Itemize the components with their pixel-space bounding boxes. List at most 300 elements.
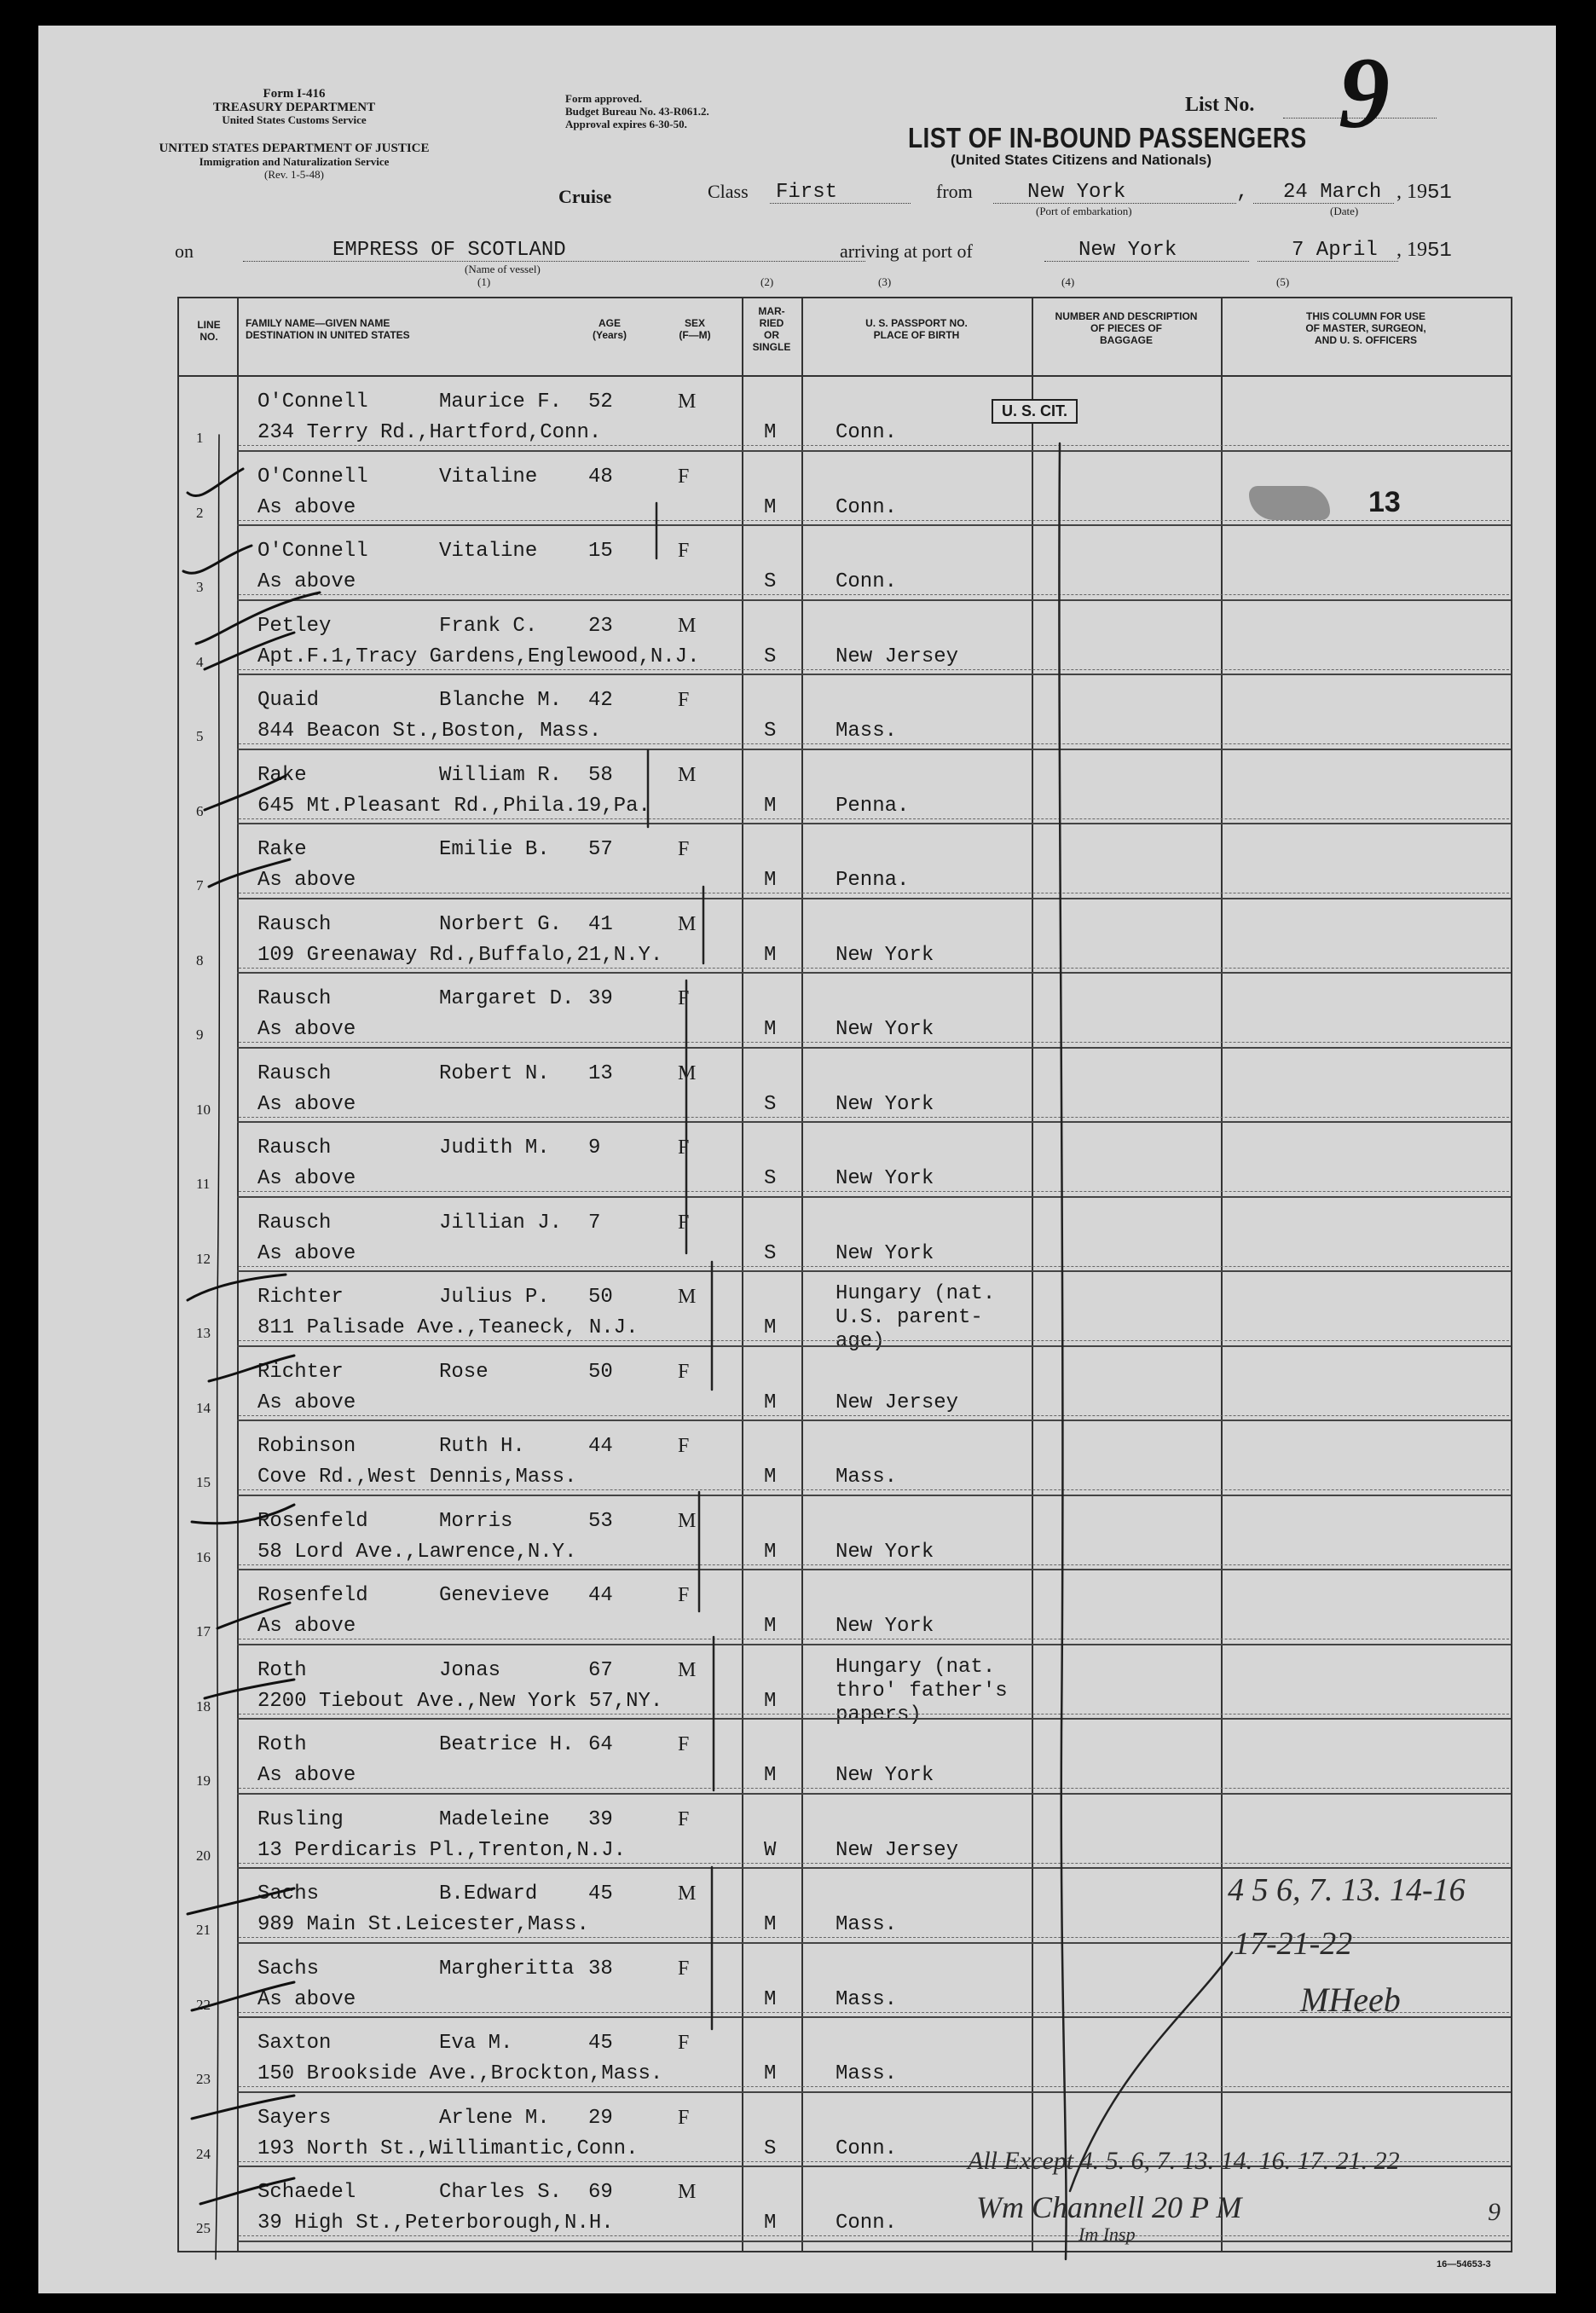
destination: 13 Perdicaris Pl.,Trenton,N.J. [257,1838,627,1862]
marital-status: M [764,1466,777,1489]
table-row [179,824,1511,899]
year1-prefix: 19 [1407,181,1427,203]
destination: As above [257,1987,356,2011]
given-name: Emilie B. [439,838,550,861]
line-number: 6 [196,802,204,819]
line-number: 10 [196,1101,211,1118]
table-row [179,1720,1511,1795]
sex: M [678,614,697,637]
place-of-birth: Mass. [836,1466,898,1489]
row-guide-line [239,1714,1509,1715]
given-name: Jillian J. [439,1211,563,1235]
destination: As above [257,1764,356,1787]
marital-status: M [764,495,777,519]
age: 29 [588,2106,613,2130]
age: 38 [588,1957,613,1981]
line-number: 17 [196,1623,211,1639]
place-of-birth: New York [836,1167,934,1190]
surname: Rausch [257,987,332,1010]
line-number: 13 [196,1325,211,1341]
form-revision: (Rev. 1-5-48) [264,168,324,181]
manifest-page: Form I-416 TREASURY DEPARTMENT United States Customs Service UNITED STATES DEPARTMENT OF JUSTICE Immigration and Naturalization Service (Rev. 1-5-48) Form approved. Budget Bureau No. 43-R061.2. Approval expires 6-30-50. List No. 9 LIST OF IN-BOUND PASSENGERS (United States Citizens and Nationals) Cruise Class First from New York (Port of embarkation) , 24 March (Date) , 1951 on EMPRESS OF SCOTLAND (Name of vessel) (1) arriving at port of New York 7 April , 1951 (2) (3) (4) (5) LINE NO. FAMILY NAME—GIVEN NAME DESTINATION IN UNITED STATES AGE (Years) SEX (F—M) MAR- RIED OR SINGLE U. S. PASSPORT NO. PLACE OF BIRTH NUMBER AND DESCRIPTION OF PIECES OF BAGGAGE THIS COLUMN FOR USE OF MASTER, SURGEON, AND U. S. OFFICERS 1 O'Connell Maurice F. 52 M 234 Terry Rd.,Hartford,Conn. M Conn. 2 O'Connell Vitaline 48 F As above M Conn. 3 O'Connell Vitaline 15 F As above S Conn. 4 Petley Frank C. 23 M Apt.F.1,Tracy Gardens,Englewood,N.J. S New Jersey 5 Quaid Blanche M. 42 F 844 Beacon St.,Boston, Mass. S Mass. 6 Rake William R. 58 M 645 Mt.Pleasant Rd.,Phila.19,Pa. M Penna. 7 Rake Emilie B. 57 F As above M Penna. 8 Rausch Norbert G. 41 M 109 Greenaway Rd.,Buffalo,21,N.Y. M New York 9 Rausch Margaret D. 39 F As above M New York 10 Rausch Robert N. 13 M As above S New York 11 Rausch Judith M. 9 F As above S New York 12 Rausch Jillian J. 7 F As above S New York 13 Richter Julius P. 50 M 811 Palisade Ave.,Teaneck, N.J. M Hungary (nat. U.S. parent- age) 14 Richter Rose 50 F As above M New Jersey 15 Robinson Ruth H. 44 F Cove Rd.,West Dennis,Mass. M Mass. 16 Rosenfeld Morris 53 M 58 Lord Ave.,Lawrence,N.Y. M New York 17 Rosenfeld Genevieve 44 F As above M New York 18 Roth Jonas 67 M 2200 Tiebout Ave.,New York 57,NY. M Hungary (nat. thro' father's papers) 19 Roth Beatrice H. 64 F As above M New York 20 Rusling Madeleine 39 F 13 Perdicaris Pl.,Trenton,N.J. W New Jersey 21 Sachs B.Edward 45 M 989 Main St.Leicester,Mass. M Mass. 22 Sachs Margheritta 38 F As above M Mass. 23 Saxton Eva M. 45 F 150 Brookside Ave.,Brockton,Mass. M Mass. 24 Sayers Arlene M. 29 F 193 North St.,Willimantic,Conn. S Conn. 25 Schaedel Charles S. 69 M 39 High St.,Peterborough,N.H. M Conn. U. S. CIT. 13 4 5 6, 7. 13. 14-16 17-21-22 MHeeb All Except 4. 5. 6, 7. 13. 14. 16. 17. 21. 22 Wm Channell 20 P M Im Insp 9 16—54653-3 [38,26,1556,2293]
marital-status: S [764,2137,777,2160]
destination: 844 Beacon St.,Boston, Mass. [257,720,602,743]
smudge-mark [1249,486,1330,520]
mark-13: 13 [1368,486,1401,518]
surname: Sachs [257,1957,320,1981]
place-of-birth: New York [836,1092,934,1116]
marital-status: M [764,1913,777,1936]
sex: M [678,1658,697,1681]
col-num-2: (2) [760,275,774,288]
surname: Saxton [257,2032,332,2055]
age: 58 [588,763,613,787]
row-guide-line [239,1191,1509,1192]
sex: M [678,390,697,413]
date-label: (Date) [1330,205,1359,217]
surname: Sayers [257,2106,332,2130]
departure-date: 24 March [1283,181,1382,204]
surname: Rosenfeld [257,1584,368,1607]
age: 44 [588,1584,613,1607]
place-of-birth-line2: thro' father's [836,1679,1008,1703]
arrival-date-line [1258,261,1398,262]
age: 52 [588,390,613,413]
given-name: Morris [439,1509,513,1533]
marital-status: M [764,2062,777,2085]
place-of-birth: Conn. [836,570,898,593]
from-line [993,203,1236,204]
destination: As above [257,1092,356,1116]
age: 53 [588,1509,613,1533]
given-name: Julius P. [439,1286,550,1309]
line-number: 9 [196,1026,204,1043]
given-name: Blanche M. [439,689,563,712]
place-of-birth: Hungary (nat. [836,1282,996,1305]
sex: M [678,1509,697,1532]
given-name: B.Edward [439,1882,538,1905]
given-name: Vitaline [439,465,538,489]
surname: Rausch [257,1211,332,1235]
sex: F [678,838,690,860]
col-num-5: (5) [1276,275,1290,288]
destination: As above [257,1167,356,1190]
surname: O'Connell [257,465,368,489]
justice-dept: UNITED STATES DEPARTMENT OF JUSTICE [159,142,430,155]
vessel-name: EMPRESS OF SCOTLAND [332,239,566,262]
cruise-label: Cruise [558,186,612,207]
port-embarkation-label: (Port of embarkation) [1036,205,1132,217]
ins-service: Immigration and Naturalization Service [199,155,390,168]
destination: 811 Palisade Ave.,Teaneck, N.J. [257,1316,639,1339]
sex: M [678,2181,697,2203]
col-header-sex: SEX (F—M) [679,317,711,341]
place-of-birth: New York [836,1615,934,1638]
line-number: 19 [196,1772,211,1789]
given-name: Judith M. [439,1136,550,1159]
line-number: 7 [196,877,204,893]
line-number: 16 [196,1548,211,1565]
row-guide-line [239,2235,1509,2236]
treasury-dept: TREASURY DEPARTMENT [212,101,376,114]
destination: 193 North St.,Willimantic,Conn. [257,2137,639,2160]
line-number: 3 [196,579,204,595]
col-num-1: (1) [477,275,491,288]
us-citizen-stamp: U. S. CIT. [992,399,1078,424]
destination: As above [257,1241,356,1265]
place-of-birth: New York [836,1540,934,1564]
table-row [179,526,1511,601]
col-header-passport: U. S. PASSPORT NO. PLACE OF BIRTH [865,317,968,341]
surname: Petley [257,614,332,638]
class-label: Class [708,181,749,202]
row-guide-line [239,2086,1509,2087]
row-guide-line [239,594,1509,595]
sex: M [678,1286,697,1308]
given-name: Robert N. [439,1061,550,1085]
table-row [179,675,1511,750]
class-line [770,203,911,204]
table-row [179,1347,1511,1422]
marital-status: S [764,1241,777,1265]
marital-status: M [764,1689,777,1713]
given-name: Margaret D. [439,987,575,1010]
table-row [179,974,1511,1049]
age: 42 [588,689,613,712]
surname: Rausch [257,912,332,936]
marital-status: M [764,421,777,444]
class-value: First [776,181,838,204]
form-print-code: 16—54653-3 [1437,2259,1491,2270]
age: 50 [588,1360,613,1384]
table-row [179,899,1511,974]
arriving-label: arriving at port of [840,240,973,262]
destination: 150 Brookside Ave.,Brockton,Mass. [257,2062,663,2085]
sex: M [678,912,697,935]
age: 9 [588,1136,601,1159]
handwritten-page-num: 9 [1488,2198,1501,2226]
handwritten-signature: Wm Channell 20 P M [976,2190,1242,2224]
row-guide-line [239,1415,1509,1416]
line-number: 2 [196,504,204,521]
age: 48 [588,465,613,489]
row-guide-line [239,445,1509,446]
col-header-married: MAR- RIED OR SINGLE [752,305,791,353]
surname: Rake [257,838,307,861]
age: 13 [588,1061,613,1085]
given-name: Madeleine [439,1807,550,1831]
destination: 39 High St.,Peterborough,N.H. [257,2212,614,2235]
given-name: Beatrice H. [439,1733,575,1756]
age: 23 [588,614,613,638]
page-subtitle: (United States Citizens and Nationals) [951,152,1212,168]
row-guide-line [239,743,1509,744]
surname: Sachs [257,1882,320,1905]
destination: 645 Mt.Pleasant Rd.,Phila.19,Pa. [257,794,651,818]
year2: 51 [1427,240,1452,263]
col-header-line: LINE NO. [197,319,221,343]
marital-status: M [764,1540,777,1564]
sex: F [678,987,690,1009]
handwritten-initials: MHeeb [1300,1981,1401,2019]
handwritten-except-note: All Except 4. 5. 6, 7. 13. 14. 16. 17. 21. 22 [968,2147,1400,2175]
age: 44 [588,1435,613,1458]
table-row [179,2167,1511,2242]
surname: Rausch [257,1061,332,1085]
place-of-birth-line3: age) [836,1330,885,1353]
table-row [179,377,1511,452]
row-guide-line [239,1340,1509,1341]
sex: F [678,1584,690,1606]
surname: Richter [257,1286,344,1309]
marital-status: M [764,1391,777,1414]
line-number: 24 [196,2145,211,2162]
place-of-birth: Mass. [836,2062,898,2085]
line-number: 25 [196,2220,211,2236]
marital-status: M [764,943,777,967]
table-row [179,1123,1511,1198]
given-name: Frank C. [439,614,538,638]
col-num-3: (3) [878,275,892,288]
marital-status: W [764,1838,777,1862]
marital-status: M [764,1987,777,2011]
place-of-birth: Conn. [836,421,898,444]
sex: F [678,1136,690,1159]
age: 45 [588,1882,613,1905]
surname: O'Connell [257,390,368,413]
sex: F [678,1807,690,1830]
place-of-birth-line2: U.S. parent- [836,1306,983,1329]
surname: O'Connell [257,540,368,563]
table-row [179,1421,1511,1496]
marital-status: M [764,1018,777,1041]
form-id: Form I-416 [263,87,326,101]
sex: F [678,1360,690,1383]
given-name: Norbert G. [439,912,563,936]
surname: Robinson [257,1435,356,1458]
given-name: Eva M. [439,2032,513,2055]
age: 39 [588,1807,613,1831]
place-of-birth: Penna. [836,794,910,818]
place-of-birth: Mass. [836,1913,898,1936]
row-guide-line [239,669,1509,670]
marital-status: S [764,1167,777,1190]
place-of-birth: New York [836,1764,934,1787]
age: 39 [588,987,613,1010]
table-row [179,750,1511,825]
line-number: 5 [196,728,204,744]
col-header-name: FAMILY NAME—GIVEN NAME DESTINATION IN UNITED STATES [246,317,410,341]
surname: Roth [257,1733,307,1756]
on-label: on [175,240,194,262]
row-guide-line [239,968,1509,969]
marital-status: M [764,1764,777,1787]
age: 50 [588,1286,613,1309]
marital-status: S [764,645,777,668]
line-number: 23 [196,2071,211,2087]
marital-status: M [764,869,777,892]
place-of-birth: New Jersey [836,1838,959,1862]
approval-line-3: Approval expires 6-30-50. [565,118,687,130]
destination: Apt.F.1,Tracy Gardens,Englewood,N.J. [257,645,700,668]
age: 15 [588,540,613,563]
destination: As above [257,869,356,892]
arrival-port-line [1044,261,1249,262]
destination: 58 Lord Ave.,Lawrence,N.Y. [257,1540,577,1564]
list-number: 9 [1339,36,1390,149]
age: 41 [588,912,613,936]
line-number: 18 [196,1697,211,1715]
table-row [179,1496,1511,1571]
table-row [179,1570,1511,1645]
sex: F [678,540,690,562]
marital-status: M [764,1615,777,1638]
place-of-birth: Hungary (nat. [836,1655,996,1679]
arrival-port: New York [1078,239,1177,262]
given-name: Genevieve [439,1584,550,1607]
age: 7 [588,1211,601,1235]
place-of-birth: New Jersey [836,1391,959,1414]
sex: F [678,465,690,488]
approval-line-2: Budget Bureau No. 43-R061.2. [565,105,709,118]
row-guide-line [239,1564,1509,1565]
place-of-birth: Penna. [836,869,910,892]
sex: M [678,1882,697,1905]
place-of-birth: New York [836,943,934,967]
destination: 234 Terry Rd.,Hartford,Conn. [257,421,602,444]
place-of-birth: Conn. [836,2137,898,2160]
row-guide-line [239,1489,1509,1490]
page-title: LIST OF IN-BOUND PASSENGERS [908,122,1307,153]
sex: F [678,1211,690,1234]
given-name: William R. [439,763,563,787]
given-name: Arlene M. [439,2106,550,2130]
from-label: from [936,181,973,202]
line-number: 8 [196,951,204,969]
table-row [179,1795,1511,1870]
table-row [179,1198,1511,1273]
col-num-4: (4) [1061,275,1075,288]
destination: As above [257,570,356,593]
destination: 109 Greenaway Rd.,Buffalo,21,N.Y. [257,943,663,967]
sex: F [678,2032,690,2054]
sex: F [678,1435,690,1457]
row-guide-line [239,1788,1509,1789]
marital-status: M [764,2212,777,2235]
vessel-label: (Name of vessel) [465,263,541,275]
marital-status: M [764,1316,777,1339]
handwritten-insp: Im Insp [1078,2223,1136,2245]
col-header-officers: THIS COLUMN FOR USE OF MASTER, SURGEON, AND U. S. OFFICERS [1305,310,1426,346]
from-port: New York [1027,181,1126,204]
place-of-birth: Conn. [836,495,898,519]
sex: F [678,689,690,711]
table-row [179,1049,1511,1124]
line-number: 12 [196,1250,211,1267]
vessel-line [243,261,865,262]
table-row [179,1645,1511,1726]
age: 67 [588,1658,613,1682]
place-of-birth: New York [836,1018,934,1041]
customs-service: United States Customs Service [222,113,367,126]
date-line [1253,203,1394,204]
sex: F [678,1957,690,1980]
line-number: 22 [196,1996,211,2013]
line-number: 15 [196,1474,211,1490]
marital-status: S [764,720,777,743]
place-of-birth: New York [836,1241,934,1265]
table-row [179,601,1511,676]
destination: As above [257,1615,356,1638]
row-guide-line [239,818,1509,819]
destination: Cove Rd.,West Dennis,Mass. [257,1466,577,1489]
row-guide-line [239,1042,1509,1043]
approval-line-1: Form approved. [565,92,643,105]
place-of-birth: Conn. [836,2212,898,2235]
sex: M [678,763,697,786]
age: 69 [588,2181,613,2204]
table-row [179,1272,1511,1353]
surname: Richter [257,1360,344,1384]
table-row [179,2018,1511,2093]
place-of-birth: New Jersey [836,645,959,668]
row-separator [237,2241,1511,2242]
destination: 2200 Tiebout Ave.,New York 57,NY. [257,1689,663,1713]
surname: Schaedel [257,2181,356,2204]
line-number: 1 [196,430,204,446]
destination: As above [257,1018,356,1041]
surname: Rusling [257,1807,344,1831]
surname: Quaid [257,689,320,712]
line-number: 20 [196,1847,211,1864]
row-guide-line [239,1266,1509,1267]
given-name: Jonas [439,1658,501,1682]
line-number: 11 [196,1176,211,1192]
surname: Roth [257,1658,307,1682]
place-of-birth: Mass. [836,720,898,743]
given-name: Maurice F. [439,390,563,413]
sex: M [678,1061,697,1084]
row-guide-line [239,1863,1509,1864]
destination: 989 Main St.Leicester,Mass. [257,1913,589,1936]
marital-status: S [764,570,777,593]
place-of-birth: Mass. [836,1987,898,2011]
age: 45 [588,2032,613,2055]
line-number: 14 [196,1399,211,1416]
row-guide-line [239,1117,1509,1118]
age: 64 [588,1733,613,1756]
col-header-age: AGE (Years) [592,317,627,341]
sex: F [678,2106,690,2129]
given-name: Margheritta [439,1957,575,1981]
place-of-birth-line3: papers) [836,1703,922,1726]
list-no-label: List No. [1185,94,1255,116]
surname: Rosenfeld [257,1509,368,1533]
given-name: Ruth H. [439,1435,525,1458]
given-name: Charles S. [439,2181,563,2204]
age: 57 [588,838,613,861]
surname: Rake [257,763,307,787]
handwritten-line-list-2: 17-21-22 [1234,1926,1353,1962]
destination: As above [257,1391,356,1414]
arrival-date: 7 April [1292,239,1378,262]
year2-prefix: 19 [1407,239,1427,261]
marital-status: M [764,794,777,818]
marital-status: S [764,1092,777,1116]
sex: F [678,1733,690,1755]
given-name: Rose [439,1360,489,1384]
line-number: 21 [196,1922,211,1938]
